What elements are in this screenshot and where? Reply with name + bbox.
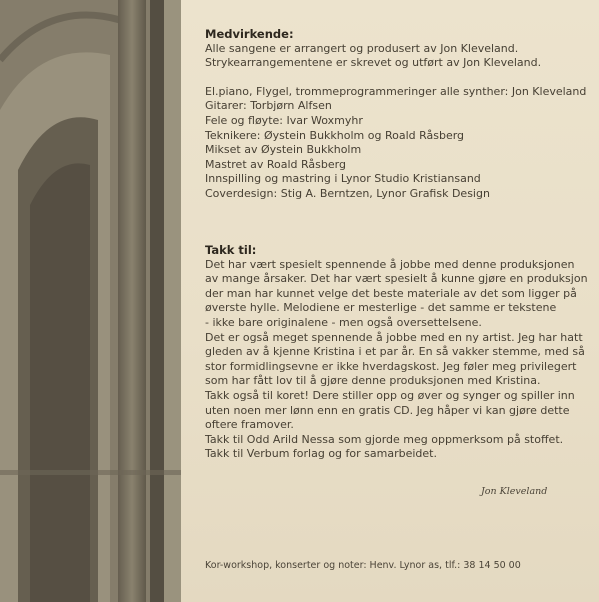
thanks-heading: Takk til:: [205, 243, 257, 257]
cathedral-arch-photo: [0, 0, 181, 602]
signature: Jon Kleveland: [481, 486, 548, 497]
thanks-line: Det har vært spesielt spennende å jobbe med denne produksjonen: [205, 257, 575, 271]
credits-list-item: Gitarer: Torbjørn Alfsen: [205, 99, 332, 113]
thanks-line: uten noen mer lønn enn en gratis CD. Jeg håper vi kan gjøre dette: [205, 403, 570, 417]
thanks-line: - ikke bare originalene - men også oversettelsene.: [205, 315, 482, 329]
credits-list-item: Teknikere: Øystein Bukkholm og Roald Råsberg: [205, 128, 465, 142]
credits-list-item: Coverdesign: Stig A. Berntzen, Lynor Grafisk Design: [205, 186, 490, 200]
thanks-line: Takk til Verbum forlag og for samarbeidet.: [205, 447, 437, 461]
credits-list-item: Fele og fløyte: Ivar Woxmyhr: [205, 113, 363, 127]
thanks-line: der man har kunnet velge det beste materiale av det som ligger på: [205, 286, 577, 300]
credits-section: [205, 27, 590, 202]
thanks-line: som har fått lov til å gjøre denne produksjonen med Kristina.: [205, 374, 541, 388]
liner-notes-panel: [181, 0, 599, 602]
thanks-line: stor formidlingsevne er ikke hverdagskost. Jeg føler meg privilegert: [205, 359, 577, 373]
credits-intro-line: Strykearrangementene er skrevet og utført av Jon Kleveland.: [205, 56, 542, 70]
thanks-line: Takk til Odd Arild Nessa som gjorde meg oppmerksom på stoffet.: [205, 432, 564, 446]
thanks-line: oftere framover.: [205, 418, 294, 432]
thanks-line: Takk også til koret! Dere stiller opp og øver og synger og spiller inn: [205, 388, 575, 402]
spacer: [205, 71, 590, 85]
thanks-line: Det er også meget spennende å jobbe med en ny artist. Jeg har hatt: [205, 330, 583, 344]
credits-list-item: Mikset av Øystein Bukkholm: [205, 143, 362, 157]
credits-list-item: Mastret av Roald Råsberg: [205, 157, 346, 171]
cathedral-arch-illustration: [0, 0, 181, 602]
thanks-section: [205, 243, 590, 462]
thanks-line: øverste hylle. Melodiene er mesterlige - det samme er tekstene: [205, 301, 557, 315]
thanks-line: av mange årsaker. Det har vært spesielt å kunne gjøre en produksjon: [205, 272, 588, 286]
credits-list-item: Innspilling og mastring i Lynor Studio Kristiansand: [205, 172, 481, 186]
credits-heading: Medvirkende:: [205, 27, 294, 41]
credits-list-item: El.piano, Flygel, trommeprogrammeringer alle synther: Jon Kleveland: [205, 84, 587, 98]
footer-contact: Kor-workshop, konserter og noter: Henv. Lynor as, tlf.: 38 14 50 00: [205, 560, 521, 571]
thanks-line: gleden av å kjenne Kristina i et par år. En så vakker stemme, med så: [205, 345, 585, 359]
credits-intro-line: Alle sangene er arrangert og produsert av Jon Kleveland.: [205, 41, 519, 55]
